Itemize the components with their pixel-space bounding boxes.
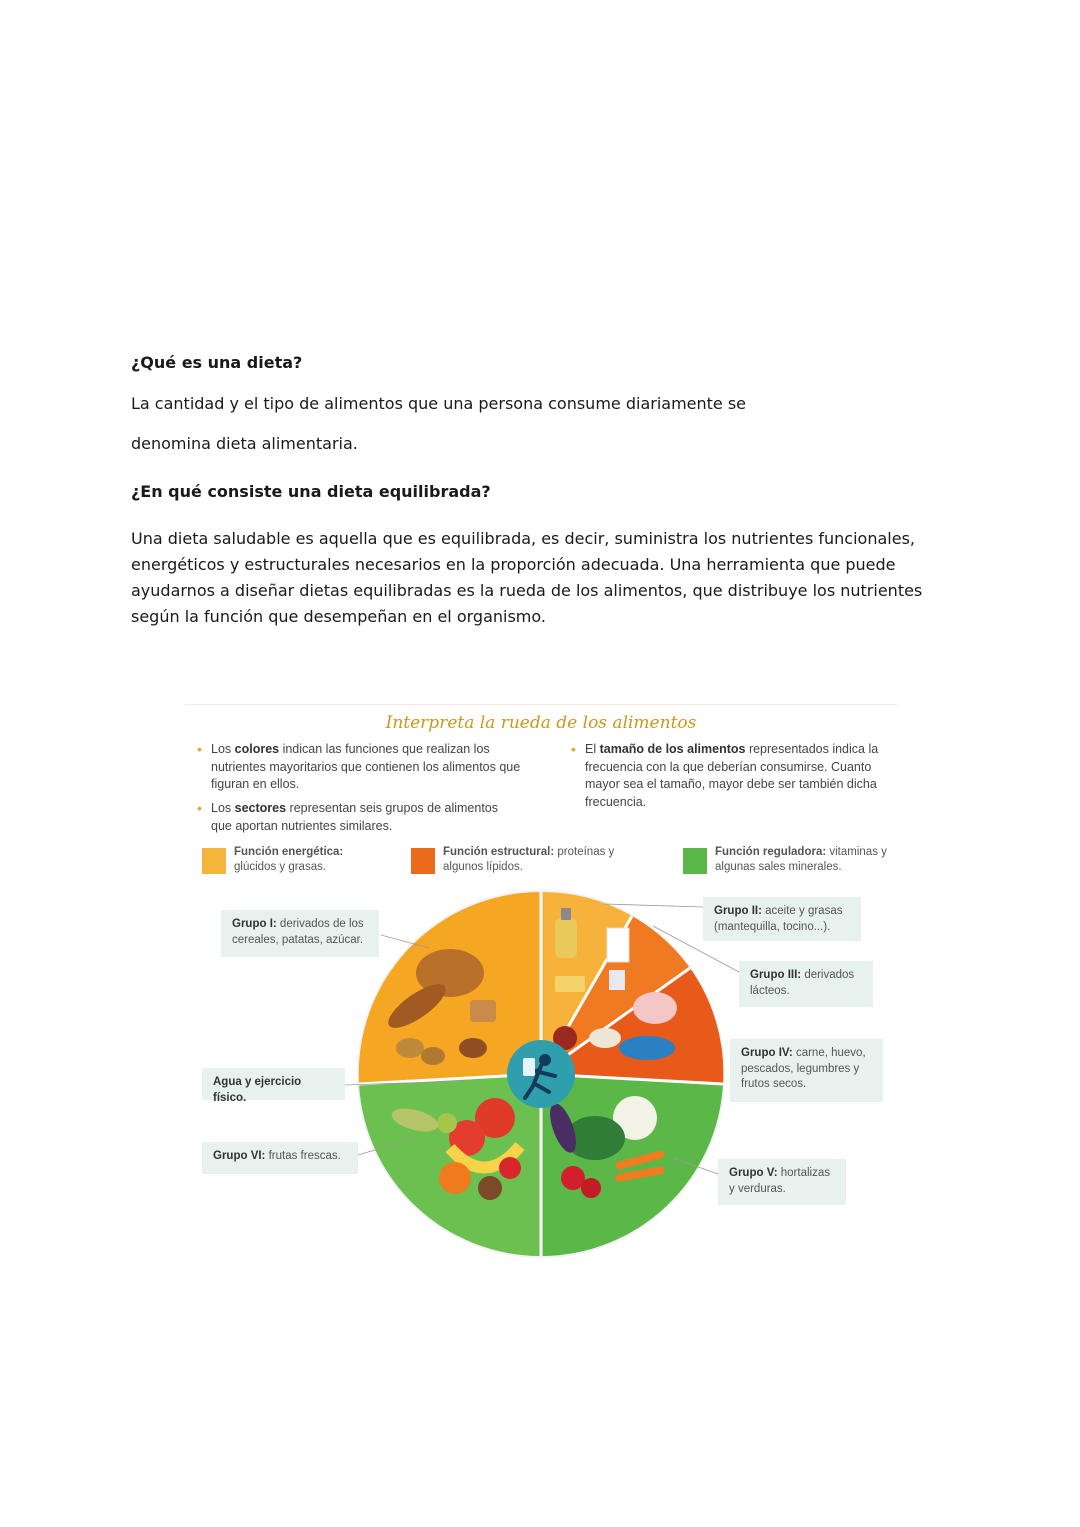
paragraph-diet-line2: denomina dieta alimentaria.: [131, 434, 358, 453]
note-colors: • Los colores indican las funciones que realizan los nutrientes mayoritarios que contienen los alimentos que figuran en ellos.: [197, 741, 521, 791]
bullet-icon: •: [571, 741, 576, 757]
label-group-5: Grupo V: hortalizas y verduras.: [718, 1159, 846, 1205]
legend-regulatory: Función reguladora: vitaminas y algunas sales minerales.: [715, 846, 887, 873]
question-heading-diet: ¿Qué es una dieta?: [131, 353, 303, 372]
note-size: • El tamaño de los alimentos representados indica la frecuencia con la que deberían consumirse. Cuanto mayor sea el tamaño, mayor debe ser también dicha frecuencia.: [571, 741, 879, 809]
bullet-icon: •: [197, 741, 202, 757]
label-group-1: Grupo I: derivados de los cereales, patatas, azúcar.: [221, 910, 379, 957]
bullet-icon: •: [197, 800, 202, 816]
label-group-2: Grupo II: aceite y grasas (mantequilla, tocino...).: [703, 897, 861, 941]
label-group-3: Grupo III: derivados lácteos.: [739, 961, 873, 1007]
food-wheel-figure: [185, 704, 897, 1264]
label-group-6: Grupo VI: frutas frescas.: [202, 1142, 358, 1174]
paragraph-diet-line1: La cantidad y el tipo de alimentos que una persona consume diariamente se: [131, 394, 747, 413]
legend-energetic: Función energética: glúcidos y grasas.: [234, 846, 344, 873]
figure-title: Interpreta la rueda de los alimentos: [385, 713, 697, 733]
question-heading-balanced-diet: ¿En qué consiste una dieta equilibrada?: [131, 482, 491, 501]
label-water-exercise: Agua y ejercicio físico.: [202, 1068, 345, 1100]
label-group-4: Grupo IV: carne, huevo, pescados, legumbres y frutos secos.: [730, 1039, 883, 1102]
note-sectors: • Los sectores representan seis grupos de alimentos que aportan nutrientes similares.: [197, 800, 499, 833]
paragraph-balanced-diet: Una dieta saludable es aquella que es equilibrada, es decir, suministra los nutrientes funcionales, energéticos y estructurales necesarios en la proporción adecuada. Una herramienta que puede ayudarnos a diseñar dietas equilibradas es la rueda de los alimentos, que distribuye los nutrientes según la función que desempeñan en el organismo.: [131, 529, 923, 626]
legend-structural: Función estructural: proteínas y algunos lípidos.: [443, 846, 615, 873]
